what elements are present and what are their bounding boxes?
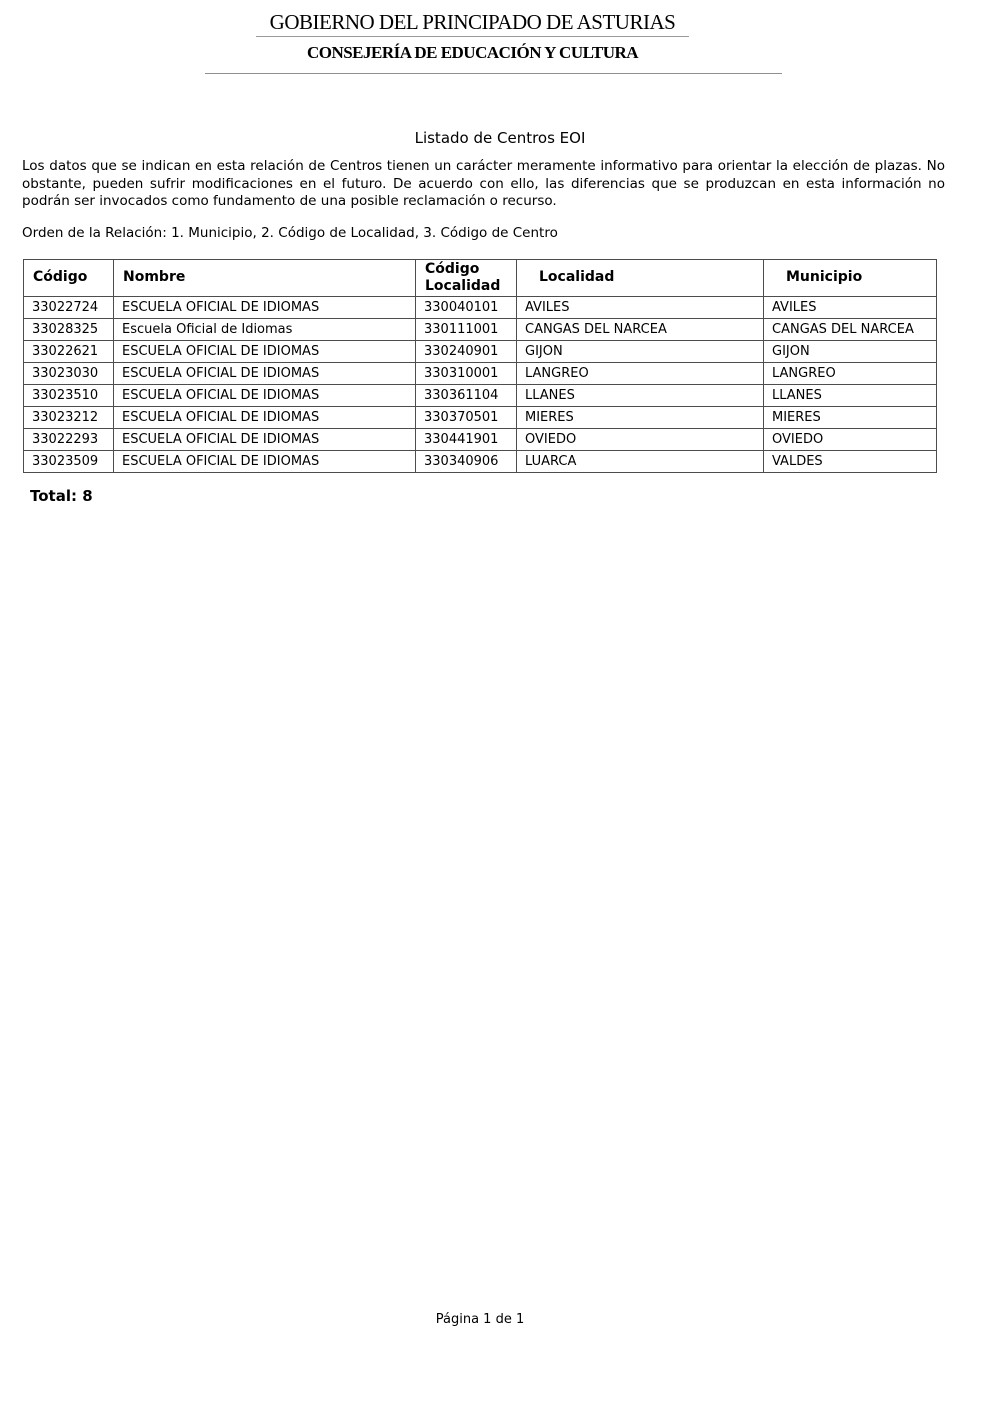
table-row [24, 296, 937, 318]
table-cell-codigo: 33023212 [24, 406, 114, 428]
column-header-codigo: Código [24, 259, 114, 296]
centros-table [23, 259, 937, 473]
table-row [24, 340, 937, 362]
table-cell-codigo: 33022724 [24, 296, 114, 318]
table-cell-nombre: ESCUELA OFICIAL DE IDIOMAS [114, 362, 416, 384]
table-cell-municipio: OVIEDO [764, 428, 937, 450]
table-cell-municipio: GIJON [764, 340, 937, 362]
government-name: GOBIERNO DEL PRINCIPADO DE ASTURIAS [269, 10, 676, 34]
column-header-localidad: Localidad [517, 259, 764, 296]
header-divider [205, 73, 782, 74]
table-cell-codigo: 33023030 [24, 362, 114, 384]
table-cell-localidad: GIJON [517, 340, 764, 362]
intro-paragraph: Los datos que se indican en esta relación de Centros tienen un carácter meramente informativo para orientar la elección de plazas. No obstante, pueden sufrir modificaciones en el futuro. De acuerdo con ello, las diferencias que se produzcan en esta información no podrán ser invocados como fundamento de una posible reclamación o recurso. [22, 158, 945, 209]
table-row [24, 384, 937, 406]
table-cell-codigo: 33023509 [24, 450, 114, 472]
column-header-nombre: Nombre [114, 259, 416, 296]
table-cell-codigo-localidad: 330240901 [416, 340, 517, 362]
table-cell-localidad: LUARCA [517, 450, 764, 472]
column-header-codigo-localidad: Código Localidad [416, 259, 517, 296]
table-cell-localidad: CANGAS DEL NARCEA [517, 318, 764, 340]
table-cell-nombre: Escuela Oficial de Idiomas [114, 318, 416, 340]
department-name: CONSEJERÍA DE EDUCACIÓN Y CULTURA [306, 43, 639, 62]
government-letterhead [0, 0, 945, 74]
table-cell-localidad: MIERES [517, 406, 764, 428]
table-cell-localidad: AVILES [517, 296, 764, 318]
table-row [24, 406, 937, 428]
table-cell-localidad: LLANES [517, 384, 764, 406]
table-cell-codigo-localidad: 330040101 [416, 296, 517, 318]
table-cell-codigo-localidad: 330441901 [416, 428, 517, 450]
table-cell-codigo-localidad: 330310001 [416, 362, 517, 384]
table-cell-nombre: ESCUELA OFICIAL DE IDIOMAS [114, 340, 416, 362]
table-cell-codigo: 33028325 [24, 318, 114, 340]
table-cell-localidad: LANGREO [517, 362, 764, 384]
table-cell-localidad: OVIEDO [517, 428, 764, 450]
table-cell-codigo-localidad: 330340906 [416, 450, 517, 472]
table-cell-nombre: ESCUELA OFICIAL DE IDIOMAS [114, 296, 416, 318]
table-cell-nombre: ESCUELA OFICIAL DE IDIOMAS [114, 406, 416, 428]
table-cell-codigo: 33023510 [24, 384, 114, 406]
table-row [24, 450, 937, 472]
table-cell-codigo: 33022293 [24, 428, 114, 450]
document-title: Listado de Centros EOI [414, 129, 586, 147]
table-header-row [24, 259, 937, 296]
table-cell-codigo-localidad: 330370501 [416, 406, 517, 428]
total-count: Total: 8 [30, 486, 93, 505]
table-cell-municipio: AVILES [764, 296, 937, 318]
table-cell-nombre: ESCUELA OFICIAL DE IDIOMAS [114, 450, 416, 472]
order-note: Orden de la Relación: 1. Municipio, 2. Código de Localidad, 3. Código de Centro [22, 224, 558, 241]
table-cell-codigo-localidad: 330361104 [416, 384, 517, 406]
department-name-wrap [0, 44, 945, 61]
table-cell-municipio: LLANES [764, 384, 937, 406]
column-header-municipio: Municipio [764, 259, 937, 296]
table-cell-nombre: ESCUELA OFICIAL DE IDIOMAS [114, 384, 416, 406]
table-cell-municipio: LANGREO [764, 362, 937, 384]
government-name-underline [256, 12, 690, 37]
table-row [24, 318, 937, 340]
page-footer: Página 1 de 1 [435, 1312, 525, 1327]
table-row [24, 362, 937, 384]
table-cell-nombre: ESCUELA OFICIAL DE IDIOMAS [114, 428, 416, 450]
table-cell-municipio: CANGAS DEL NARCEA [764, 318, 937, 340]
table-cell-codigo: 33022621 [24, 340, 114, 362]
table-cell-municipio: MIERES [764, 406, 937, 428]
table-cell-municipio: VALDES [764, 450, 937, 472]
table-row [24, 428, 937, 450]
table-cell-codigo-localidad: 330111001 [416, 318, 517, 340]
